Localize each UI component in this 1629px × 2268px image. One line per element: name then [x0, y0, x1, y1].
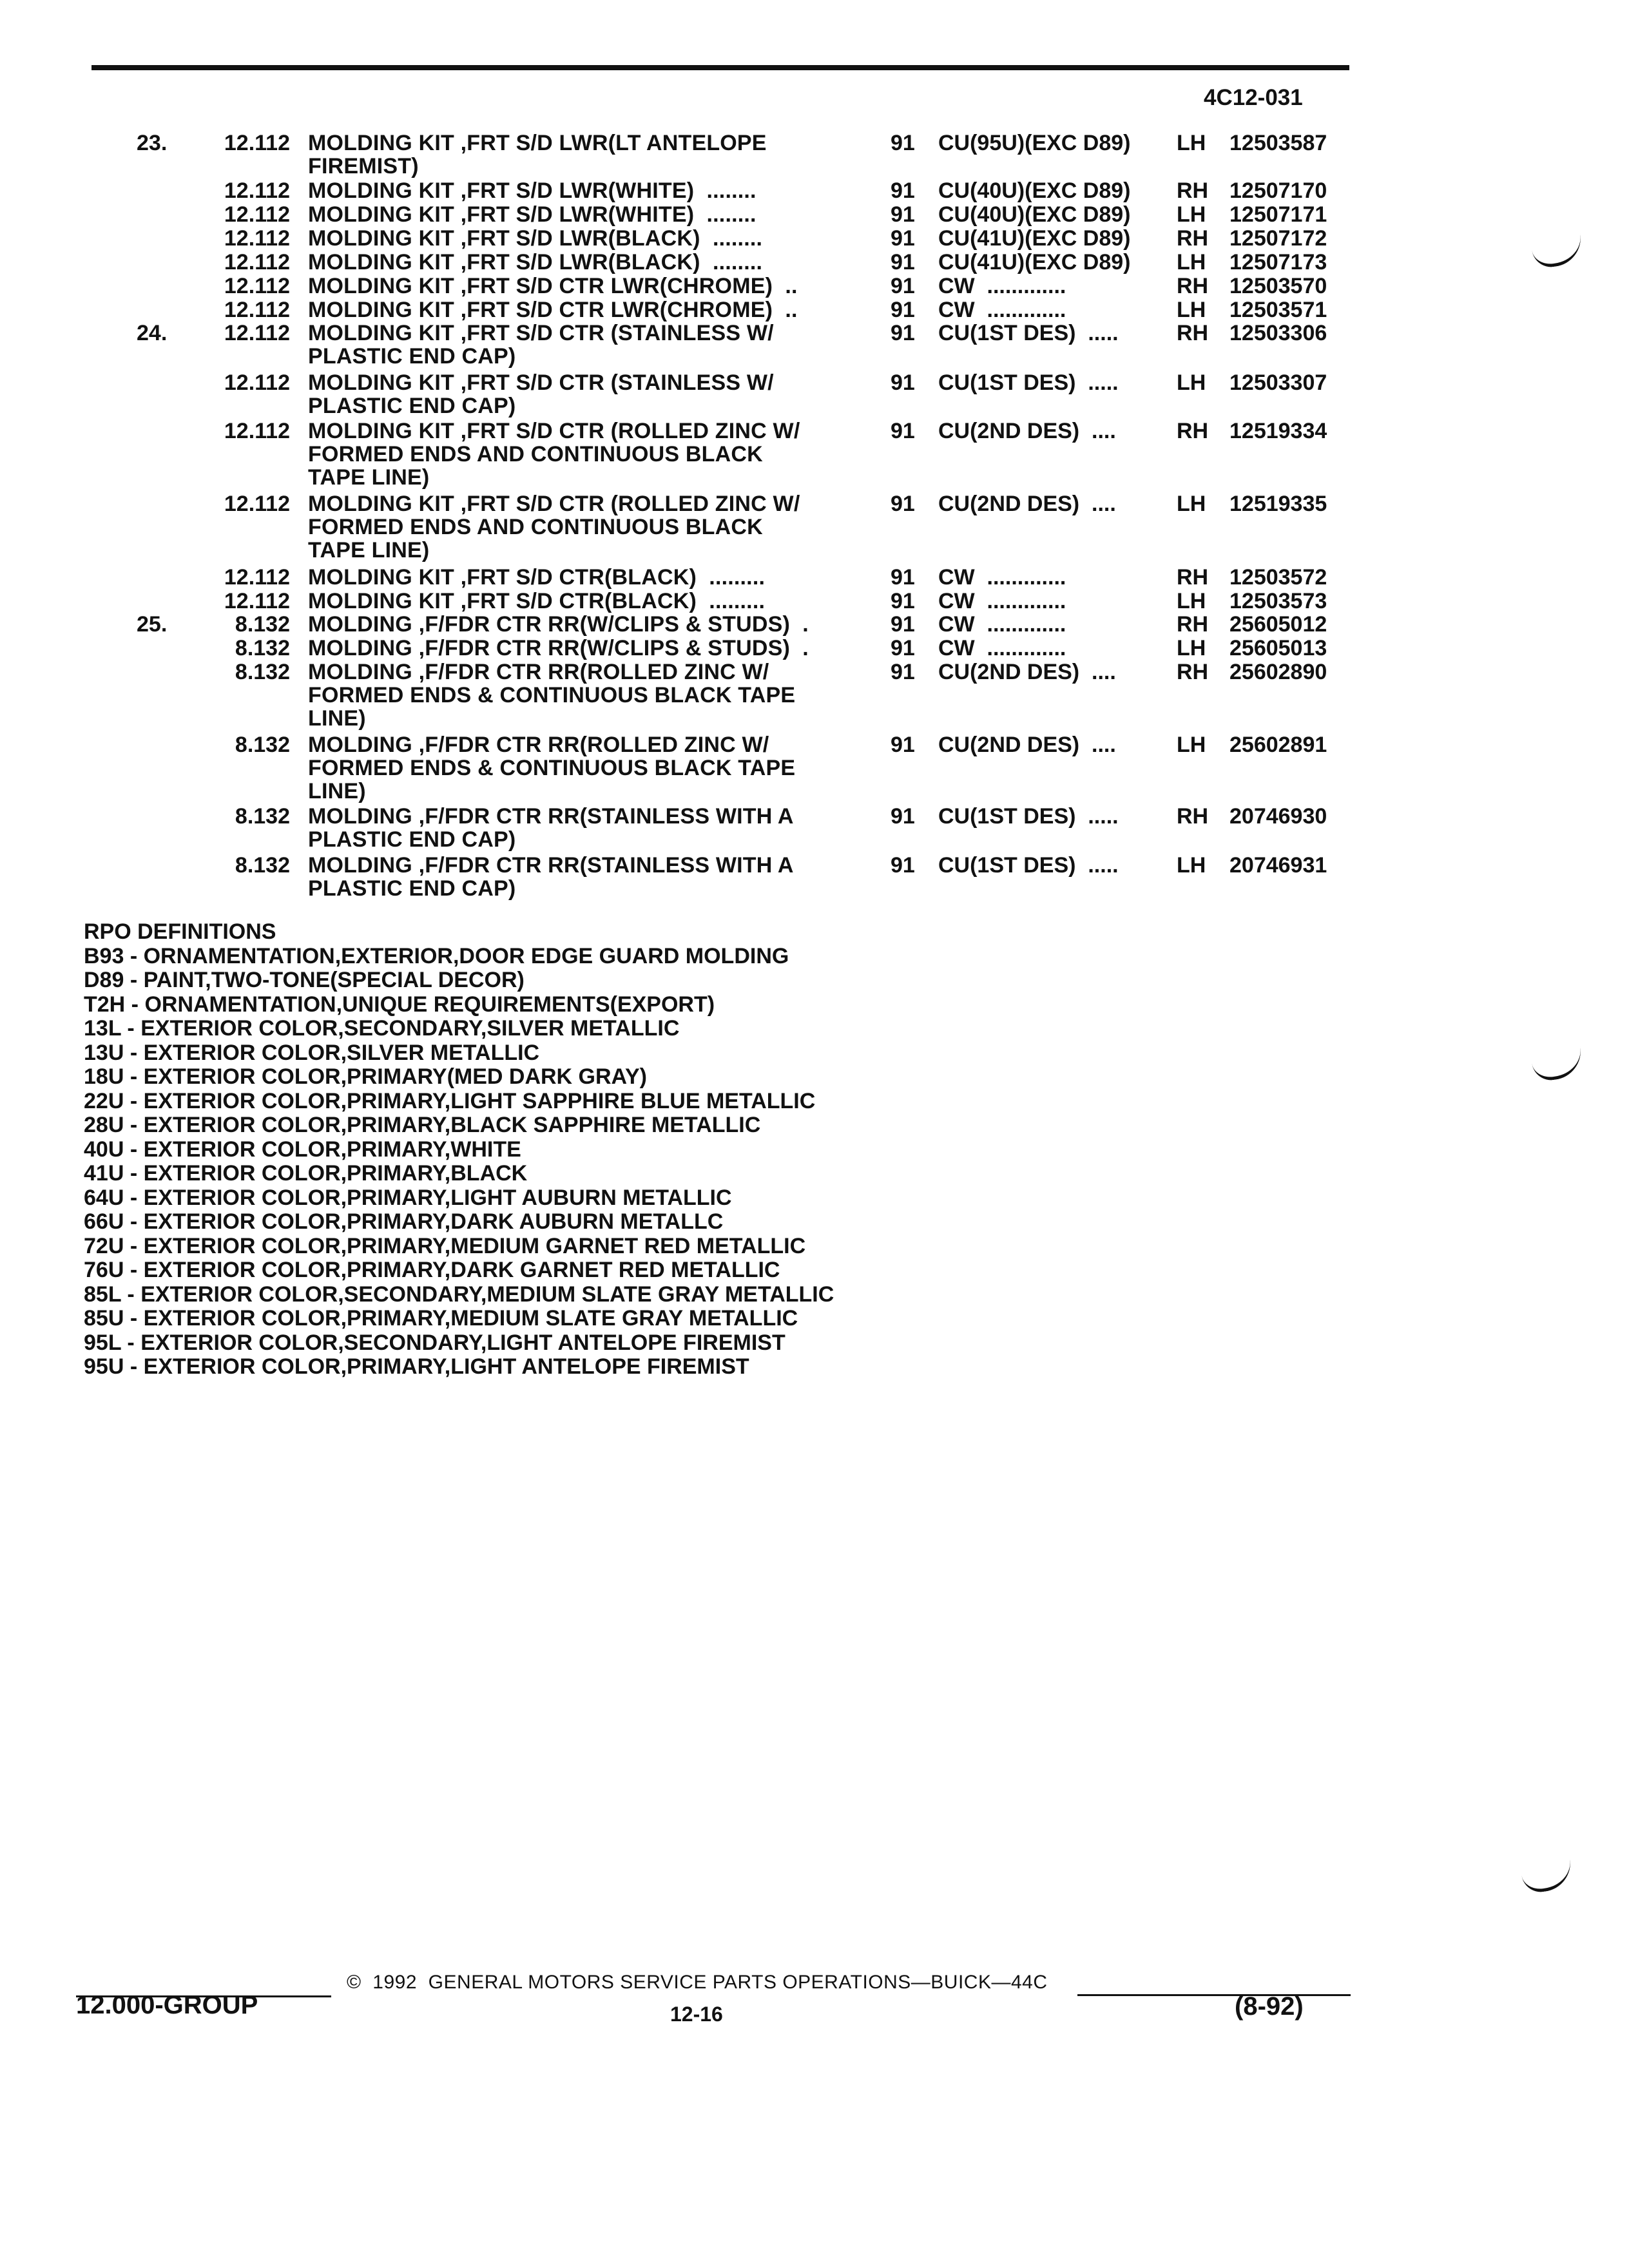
model-year: 91 [891, 660, 915, 684]
model-year: 91 [891, 419, 915, 443]
part-description: MOLDING KIT ,FRT S/D LWR(LT ANTELOPE FIREMIST) [308, 131, 767, 178]
model-year: 91 [891, 492, 915, 516]
rpo-title: RPO DEFINITIONS [84, 919, 276, 944]
model-year: 91 [891, 804, 915, 829]
model-year: 91 [891, 298, 915, 322]
group-number: 12.112 [224, 226, 290, 251]
model-year: 91 [891, 202, 915, 227]
part-description: MOLDING ,F/FDR CTR RR(W/CLIPS & STUDS) . [308, 612, 809, 637]
model-year: 91 [891, 636, 915, 660]
page-code: 4C12-031 [1204, 85, 1303, 110]
rpo-definition: T2H - ORNAMENTATION,UNIQUE REQUIREMENTS(EXPORT) [84, 992, 715, 1017]
group-number: 8.132 [235, 612, 290, 637]
side-code: LH [1177, 636, 1206, 660]
rpo-definition: 18U - EXTERIOR COLOR,PRIMARY(MED DARK GRAY) [84, 1064, 647, 1089]
rpo-definition: 95U - EXTERIOR COLOR,PRIMARY,LIGHT ANTELOPE FIREMIST [84, 1354, 749, 1379]
group-number: 12.112 [224, 492, 290, 516]
side-code: LH [1177, 492, 1206, 516]
illustration-number: 23. [137, 131, 168, 155]
rpo-definition: 85L - EXTERIOR COLOR,SECONDARY,MEDIUM SLATE GRAY METALLIC [84, 1282, 834, 1307]
side-code: RH [1177, 419, 1209, 443]
part-number: 25605012 [1229, 612, 1327, 637]
part-description: MOLDING ,F/FDR CTR RR(ROLLED ZINC W/ FORMED ENDS & CONTINUOUS BLACK TAPE LINE) [308, 660, 796, 731]
group-number: 8.132 [235, 804, 290, 829]
part-number: 12503573 [1229, 589, 1327, 613]
part-description: MOLDING KIT ,FRT S/D CTR (STAINLESS W/ PLASTIC END CAP) [308, 370, 774, 418]
model-year: 91 [891, 565, 915, 590]
side-code: LH [1177, 589, 1206, 613]
rpo-definition: 40U - EXTERIOR COLOR,PRIMARY,WHITE [84, 1137, 521, 1162]
usage-code: CW ............. [938, 274, 1066, 298]
binder-mark [1530, 234, 1585, 269]
part-description: MOLDING KIT ,FRT S/D LWR(WHITE) ........ [308, 178, 757, 203]
part-description: MOLDING KIT ,FRT S/D CTR LWR(CHROME) .. [308, 274, 798, 298]
usage-code: CU(2ND DES) .... [938, 419, 1116, 443]
part-number: 12503587 [1229, 131, 1327, 155]
part-number: 25605013 [1229, 636, 1327, 660]
rpo-list [84, 945, 986, 1379]
group-number: 12.112 [224, 298, 290, 322]
illustration-number: 25. [137, 612, 168, 637]
usage-code: CU(41U)(EXC D89) [938, 226, 1131, 251]
usage-code: CU(1ST DES) ..... [938, 370, 1119, 395]
rpo-definition: 66U - EXTERIOR COLOR,PRIMARY,DARK AUBURN METALLC [84, 1209, 724, 1234]
part-number: 12503571 [1229, 298, 1327, 322]
model-year: 91 [891, 131, 915, 155]
model-year: 91 [891, 178, 915, 203]
side-code: LH [1177, 298, 1206, 322]
part-description: MOLDING KIT ,FRT S/D CTR LWR(CHROME) .. [308, 298, 798, 322]
top-rule [92, 65, 1349, 70]
binder-mark [1520, 1859, 1574, 1894]
part-description: MOLDING ,F/FDR CTR RR(STAINLESS WITH A PLASTIC END CAP) [308, 804, 794, 852]
usage-code: CU(40U)(EXC D89) [938, 202, 1131, 227]
side-code: RH [1177, 612, 1209, 637]
part-number: 12503306 [1229, 321, 1327, 345]
usage-code: CW ............. [938, 565, 1066, 590]
group-number: 12.112 [224, 131, 290, 155]
rpo-definition: 76U - EXTERIOR COLOR,PRIMARY,DARK GARNET RED METALLIC [84, 1258, 780, 1282]
part-number: 12507171 [1229, 202, 1327, 227]
rpo-definitions [84, 920, 986, 1379]
part-number: 12507173 [1229, 250, 1327, 274]
part-description: MOLDING KIT ,FRT S/D CTR (ROLLED ZINC W/ FORMED ENDS AND CONTINUOUS BLACK TAPE LINE) [308, 419, 800, 490]
group-number: 12.112 [224, 419, 290, 443]
model-year: 91 [891, 589, 915, 613]
group-number: 8.132 [235, 853, 290, 878]
rpo-definition: 22U - EXTERIOR COLOR,PRIMARY,LIGHT SAPPHIRE BLUE METALLIC [84, 1088, 816, 1113]
group-number: 12.112 [224, 202, 290, 227]
rpo-definition: 95L - EXTERIOR COLOR,SECONDARY,LIGHT ANTELOPE FIREMIST [84, 1330, 786, 1355]
part-number: 12507172 [1229, 226, 1327, 251]
side-code: LH [1177, 733, 1206, 757]
model-year: 91 [891, 250, 915, 274]
part-description: MOLDING KIT ,FRT S/D CTR(BLACK) ......... [308, 565, 766, 590]
footer-page-number: 12-16 [670, 2003, 723, 2026]
part-description: MOLDING ,F/FDR CTR RR(STAINLESS WITH A PLASTIC END CAP) [308, 853, 794, 901]
part-number: 25602890 [1229, 660, 1327, 684]
side-code: RH [1177, 226, 1209, 251]
part-number: 20746930 [1229, 804, 1327, 829]
part-number: 12503307 [1229, 370, 1327, 395]
usage-code: CU(2ND DES) .... [938, 660, 1116, 684]
part-number: 25602891 [1229, 733, 1327, 757]
side-code: LH [1177, 250, 1206, 274]
group-number: 8.132 [235, 636, 290, 660]
usage-code: CW ............. [938, 636, 1066, 660]
side-code: RH [1177, 660, 1209, 684]
usage-code: CW ............. [938, 589, 1066, 613]
side-code: RH [1177, 178, 1209, 203]
model-year: 91 [891, 733, 915, 757]
rpo-definition: B93 - ORNAMENTATION,EXTERIOR,DOOR EDGE GUARD MOLDING [84, 943, 789, 968]
part-description: MOLDING KIT ,FRT S/D LWR(BLACK) ........ [308, 250, 763, 274]
usage-code: CU(41U)(EXC D89) [938, 250, 1131, 274]
part-description: MOLDING KIT ,FRT S/D CTR (ROLLED ZINC W/ FORMED ENDS AND CONTINUOUS BLACK TAPE LINE) [308, 492, 800, 562]
part-description: MOLDING KIT ,FRT S/D LWR(BLACK) ........ [308, 226, 763, 251]
usage-code: CU(1ST DES) ..... [938, 804, 1119, 829]
part-number: 12519334 [1229, 419, 1327, 443]
rpo-definition: 72U - EXTERIOR COLOR,PRIMARY,MEDIUM GARNET RED METALLIC [84, 1233, 806, 1258]
group-number: 12.112 [224, 321, 290, 345]
illustration-number: 24. [137, 321, 168, 345]
group-number: 8.132 [235, 733, 290, 757]
rpo-definition: 64U - EXTERIOR COLOR,PRIMARY,LIGHT AUBURN METALLIC [84, 1185, 732, 1210]
footer-date: (8-92) [1235, 1992, 1304, 2021]
part-number: 12503570 [1229, 274, 1327, 298]
group-number: 8.132 [235, 660, 290, 684]
rpo-definition: 85U - EXTERIOR COLOR,PRIMARY,MEDIUM SLATE GRAY METALLIC [84, 1306, 798, 1331]
usage-code: CW ............. [938, 298, 1066, 322]
footer-copyright: © 1992 GENERAL MOTORS SERVICE PARTS OPERATIONS—BUICK—44C [347, 1972, 1048, 1993]
side-code: LH [1177, 131, 1206, 155]
side-code: RH [1177, 565, 1209, 590]
side-code: LH [1177, 853, 1206, 878]
group-number: 12.112 [224, 178, 290, 203]
model-year: 91 [891, 853, 915, 878]
usage-code: CU(40U)(EXC D89) [938, 178, 1131, 203]
group-number: 12.112 [224, 250, 290, 274]
rpo-definition: D89 - PAINT,TWO-TONE(SPECIAL DECOR) [84, 968, 525, 992]
group-number: 12.112 [224, 589, 290, 613]
side-code: LH [1177, 202, 1206, 227]
model-year: 91 [891, 612, 915, 637]
usage-code: CU(1ST DES) ..... [938, 321, 1119, 345]
part-description: MOLDING ,F/FDR CTR RR(ROLLED ZINC W/ FORMED ENDS & CONTINUOUS BLACK TAPE LINE) [308, 733, 796, 803]
part-number: 12519335 [1229, 492, 1327, 516]
part-number: 20746931 [1229, 853, 1327, 878]
side-code: RH [1177, 804, 1209, 829]
part-description: MOLDING KIT ,FRT S/D CTR(BLACK) ......... [308, 589, 766, 613]
model-year: 91 [891, 321, 915, 345]
usage-code: CW ............. [938, 612, 1066, 637]
footer-rule-right [1077, 1994, 1351, 1996]
usage-code: CU(2ND DES) .... [938, 733, 1116, 757]
model-year: 91 [891, 226, 915, 251]
part-number: 12507170 [1229, 178, 1327, 203]
footer-group: 12.000-GROUP [76, 1991, 258, 2019]
model-year: 91 [891, 370, 915, 395]
binder-mark [1530, 1047, 1585, 1082]
part-description: MOLDING ,F/FDR CTR RR(W/CLIPS & STUDS) . [308, 636, 809, 660]
rpo-definition: 28U - EXTERIOR COLOR,PRIMARY,BLACK SAPPHIRE METALLIC [84, 1113, 761, 1137]
rpo-definition: 41U - EXTERIOR COLOR,PRIMARY,BLACK [84, 1161, 528, 1186]
usage-code: CU(1ST DES) ..... [938, 853, 1119, 878]
rpo-definition: 13L - EXTERIOR COLOR,SECONDARY,SILVER METALLIC [84, 1016, 680, 1041]
rpo-definition: 13U - EXTERIOR COLOR,SILVER METALLIC [84, 1040, 540, 1065]
group-number: 12.112 [224, 370, 290, 395]
side-code: RH [1177, 274, 1209, 298]
group-number: 12.112 [224, 565, 290, 590]
model-year: 91 [891, 274, 915, 298]
usage-code: CU(2ND DES) .... [938, 492, 1116, 516]
part-description: MOLDING KIT ,FRT S/D CTR (STAINLESS W/ PLASTIC END CAP) [308, 321, 774, 369]
side-code: LH [1177, 370, 1206, 395]
usage-code: CU(95U)(EXC D89) [938, 131, 1131, 155]
group-number: 12.112 [224, 274, 290, 298]
part-number: 12503572 [1229, 565, 1327, 590]
side-code: RH [1177, 321, 1209, 345]
part-description: MOLDING KIT ,FRT S/D LWR(WHITE) ........ [308, 202, 757, 227]
